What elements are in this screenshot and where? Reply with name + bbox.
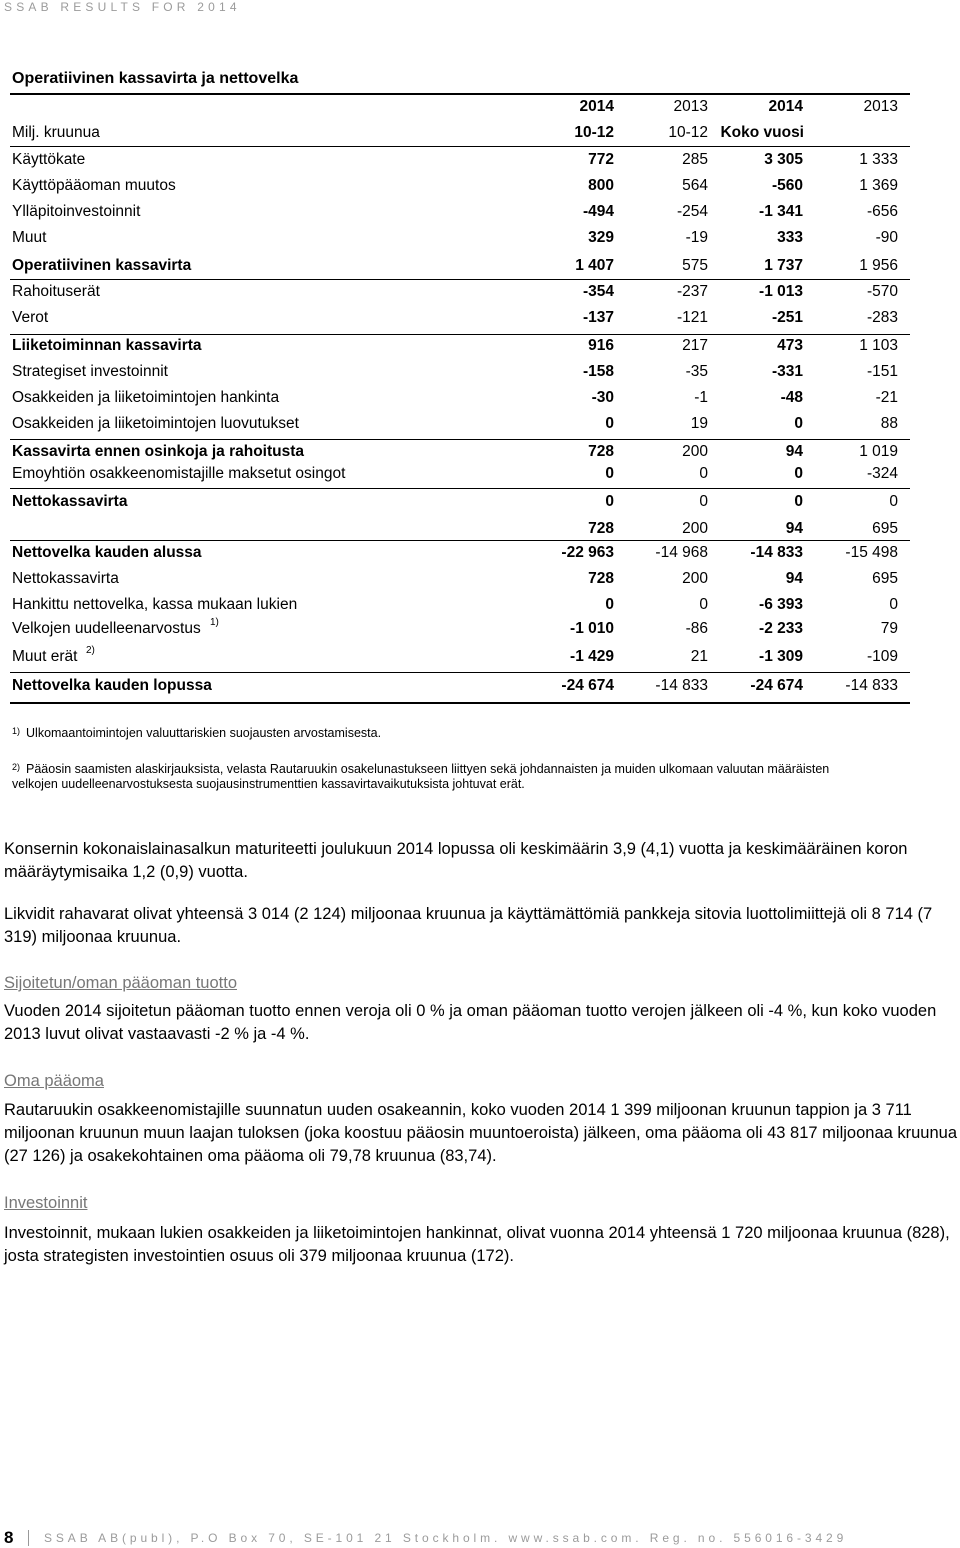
row-label: Hankittu nettovelka, kassa mukaan lukien: [12, 596, 298, 613]
cell-col-3: -1 341: [759, 203, 803, 220]
cell-col-2: -19: [685, 229, 708, 246]
cell-col-1: 0: [605, 465, 614, 482]
cell-col-2: -35: [685, 363, 708, 380]
cell-col-3: 333: [777, 229, 803, 246]
row-label: Muut erät: [12, 648, 78, 665]
cell-col-4: 1 333: [859, 151, 898, 168]
year-col-1: 2014: [579, 98, 614, 115]
cell-col-4: -656: [866, 203, 898, 220]
cell-col-1: 1 407: [575, 257, 614, 274]
footer-divider: [28, 1530, 29, 1546]
cell-col-2: -14 968: [655, 544, 708, 561]
cell-col-2: 200: [682, 443, 708, 460]
row-label: Velkojen uudelleenarvostus: [12, 620, 201, 637]
cell-col-1: -30: [591, 389, 614, 406]
row-label: Osakkeiden ja liiketoimintojen hankinta: [12, 389, 280, 406]
cell-col-1: -22 963: [561, 544, 614, 561]
cell-col-2: 21: [690, 648, 708, 665]
cell-col-3: 473: [777, 337, 803, 354]
table-row: [12, 544, 900, 566]
table-row: [12, 677, 900, 699]
cell-col-4: -21: [875, 389, 898, 406]
cell-col-2: 575: [682, 257, 708, 274]
row-label: Muut: [12, 229, 47, 246]
cell-col-1: 772: [588, 151, 614, 168]
cell-col-3: 0: [794, 493, 803, 510]
table-row: [12, 283, 900, 305]
cell-col-1: 0: [605, 596, 614, 613]
cell-col-3: -48: [780, 389, 803, 406]
footer-text: SSAB AB(publ), P.O Box 70, SE-101 21 Stockholm. www.ssab.com. Reg. no. 556016-3429: [44, 1531, 848, 1545]
row-label: Operatiivinen kassavirta: [12, 257, 192, 274]
cell-col-4: 1 103: [859, 337, 898, 354]
table-row: [12, 177, 900, 199]
cell-col-4: 0: [889, 493, 898, 510]
cell-col-3: 1 737: [764, 257, 803, 274]
footnote-mark: 2): [12, 762, 21, 772]
table-period-row: [12, 124, 900, 146]
cell-col-1: 0: [605, 493, 614, 510]
table-rule: [10, 488, 910, 489]
row-label: Strategiset investoinnit: [12, 363, 168, 380]
cell-col-2: -254: [676, 203, 708, 220]
cell-col-1: 0: [605, 415, 614, 432]
cell-col-4: -15 498: [845, 544, 898, 561]
table-rule: [10, 672, 910, 673]
table-year-row: [12, 98, 900, 120]
table-row: [12, 151, 900, 173]
section-text-investments: Investoinnit, mukaan lukien osakkeiden ja liiketoimintojen hankinnat, olivat vuonna 2014 yhteensä 1 720 miljoonaa kruunua (828), josta strategisten investointien osuus oli 379 miljoonaa kruunua (172).: [4, 1224, 950, 1265]
row-label: Verot: [12, 309, 49, 326]
table-title: Operatiivinen kassavirta ja nettovelka: [12, 70, 299, 87]
table-row: [12, 570, 900, 592]
cell-col-3: -560: [771, 177, 803, 194]
footnote-mark: 1): [12, 726, 21, 736]
cell-col-2: 200: [682, 570, 708, 587]
table-row: [12, 337, 900, 359]
cell-col-4: -570: [866, 283, 898, 300]
cell-col-3: 3 305: [764, 151, 803, 168]
cell-col-4: 1 956: [859, 257, 898, 274]
cell-col-3: 0: [794, 465, 803, 482]
cell-col-2: 0: [699, 596, 708, 613]
row-label: Kassavirta ennen osinkoja ja rahoitusta: [12, 443, 305, 460]
cell-col-2: 217: [682, 337, 708, 354]
footnote-text: Pääosin saamisten alaskirjauksista, velasta Rautaruukin osakelunastukseen liittyen sekä johdannaisten ja muiden ulkomaan valuutan määräisten velkojen uudelleenarvostuksesta suojausinstrumenttien kassavirtavaikutuksista johtuvat erät.: [12, 762, 830, 791]
table-rule: [10, 439, 910, 440]
cell-col-3: -1 013: [759, 283, 803, 300]
table-row: [12, 493, 900, 515]
table-row: [12, 363, 900, 385]
cell-col-2: -86: [685, 620, 708, 637]
cell-col-1: 728: [588, 443, 614, 460]
cell-col-1: -1 429: [570, 648, 614, 665]
table-row: [12, 596, 900, 618]
table-row: [12, 203, 900, 225]
footnote-text: Ulkomaantoimintojen valuuttariskien suojausten arvostamisesta.: [26, 726, 382, 740]
cell-col-4: 88: [880, 415, 898, 432]
cell-col-2: 0: [699, 465, 708, 482]
page-number: 8: [4, 1528, 14, 1547]
unit-label: Milj. kruunua: [12, 124, 100, 141]
row-label: Rahoituserät: [12, 283, 100, 300]
cell-col-2: 564: [682, 177, 708, 194]
cell-col-1: -158: [582, 363, 614, 380]
year-col-4: 2013: [863, 98, 898, 115]
row-label: Nettokassavirta: [12, 493, 128, 510]
section-heading-investments: Investoinnit: [4, 1194, 88, 1212]
cell-col-1: 800: [588, 177, 614, 194]
cell-col-4: -151: [866, 363, 898, 380]
cell-col-4: 1 019: [859, 443, 898, 460]
footnote: [12, 726, 872, 741]
cell-col-4: -90: [875, 229, 898, 246]
cell-col-4: 1 369: [859, 177, 898, 194]
row-label: Käyttökate: [12, 151, 86, 168]
row-label: Nettokassavirta: [12, 570, 119, 587]
year-col-2: 2013: [673, 98, 708, 115]
paragraphs-2: [4, 903, 959, 949]
footnote-ref: 1): [210, 617, 219, 628]
cell-col-3: 94: [785, 570, 803, 587]
period-full-year: Koko vuosi: [720, 124, 804, 141]
cell-col-1: -24 674: [561, 677, 614, 694]
cell-col-4: -14 833: [845, 677, 898, 694]
cell-col-4: 79: [880, 620, 898, 637]
cell-col-1: -494: [582, 203, 614, 220]
paragraphs: [4, 838, 959, 884]
cell-col-1: 728: [588, 570, 614, 587]
cell-col-4: -283: [866, 309, 898, 326]
cell-col-3: -251: [771, 309, 803, 326]
table-row: [12, 229, 900, 251]
paragraph-liquidity: Likvidit rahavarat olivat yhteensä 3 014 (2 124) miljoonaa kruunua ja käyttämättömiä pankkeja sitovia luottolimiittejä oli 8 714 (7 319) miljoonaa kruunua.: [4, 905, 933, 946]
row-label: Emoyhtiön osakkeenomistajille maksetut osingot: [12, 465, 346, 482]
period-q: 10-12: [574, 124, 614, 141]
cell-col-3: -1 309: [759, 648, 803, 665]
section-text-return: Vuoden 2014 sijoitetun pääoman tuotto ennen veroja oli 0 % ja oman pääoman tuotto verojen jälkeen oli -4 %, kun koko vuoden 2013 luvut olivat vastaavasti -2 % ja -4 %.: [4, 1002, 937, 1043]
row-label: Ylläpitoinvestoinnit: [12, 203, 141, 220]
cell-col-2: -14 833: [655, 677, 708, 694]
row-label: Nettovelka kauden alussa: [12, 544, 202, 561]
footnote-ref: 2): [86, 645, 95, 656]
table-row: [12, 617, 900, 642]
footnote: [12, 762, 872, 792]
row-label: Osakkeiden ja liiketoimintojen luovutukset: [12, 415, 299, 432]
year-col-3: 2014: [768, 98, 803, 115]
cell-col-1: 329: [588, 229, 614, 246]
cell-col-3: -331: [771, 363, 803, 380]
cell-col-1: -1 010: [570, 620, 614, 637]
table-rule: [10, 702, 910, 704]
cell-col-2: -237: [676, 283, 708, 300]
cell-col-2: -121: [676, 309, 708, 326]
table-row: [12, 520, 900, 542]
cell-col-4: 695: [872, 520, 898, 537]
table-rule: [10, 334, 910, 335]
row-label: Liiketoiminnan kassavirta: [12, 337, 202, 354]
table-header-rule: [10, 146, 910, 147]
cell-col-2: 200: [682, 520, 708, 537]
table-row: [12, 257, 900, 279]
cell-col-3: -6 393: [759, 596, 803, 613]
cell-col-3: 0: [794, 415, 803, 432]
cell-col-3: 94: [785, 520, 803, 537]
cell-col-3: 94: [785, 443, 803, 460]
table-row: [12, 389, 900, 411]
cell-col-2: 285: [682, 151, 708, 168]
row-label: Käyttöpääoman muutos: [12, 177, 176, 194]
row-label: Nettovelka kauden lopussa: [12, 677, 212, 694]
cell-col-2: 19: [690, 415, 708, 432]
table-top-rule: [10, 93, 910, 95]
cell-col-4: 695: [872, 570, 898, 587]
table-rule: [10, 279, 910, 280]
table-rule: [10, 540, 910, 541]
cell-col-1: 916: [588, 337, 614, 354]
table-row: [12, 645, 900, 670]
table-row: [12, 465, 900, 487]
report-header: SSAB RESULTS FOR 2014: [4, 0, 241, 14]
section-heading-return: Sijoitetun/oman pääoman tuotto: [4, 974, 237, 992]
section-text-equity: Rautaruukin osakkeenomistajille suunnatun uuden osakeannin, koko vuoden 2014 1 399 miljoonan kruunun tappion ja 3 711 miljoonan kruunun muun laajan tuloksen (joka koostuu pääosin muuntoeroista) jälkeen, oma pääoma oli 43 817 miljoonaa kruunua (27 126) ja osakekohtainen oma pääoma oli 79,78 kruunua (83,74).: [4, 1101, 958, 1165]
section-heading-equity: Oma pääoma: [4, 1072, 104, 1090]
table-row: [12, 443, 900, 465]
cell-col-4: -109: [866, 648, 898, 665]
cell-col-2: -1: [694, 389, 708, 406]
table-row: [12, 309, 900, 331]
cell-col-2: 0: [699, 493, 708, 510]
cell-col-3: -2 233: [759, 620, 803, 637]
cell-col-1: -137: [582, 309, 614, 326]
cell-col-1: -354: [582, 283, 614, 300]
paragraph-maturity: Konsernin kokonaislainasalkun maturiteetti joulukuun 2014 lopussa oli keskimäärin 3,9 (4,1) vuotta ja keskimääräinen koron määräytymisaika 1,2 (0,9) vuotta.: [4, 840, 908, 881]
period-q-prev: 10-12: [668, 124, 708, 141]
cell-col-3: -24 674: [750, 677, 803, 694]
table-row: [12, 415, 900, 437]
cell-col-4: 0: [889, 596, 898, 613]
cell-col-1: 728: [588, 520, 614, 537]
cell-col-4: -324: [866, 465, 898, 482]
cell-col-3: -14 833: [750, 544, 803, 561]
